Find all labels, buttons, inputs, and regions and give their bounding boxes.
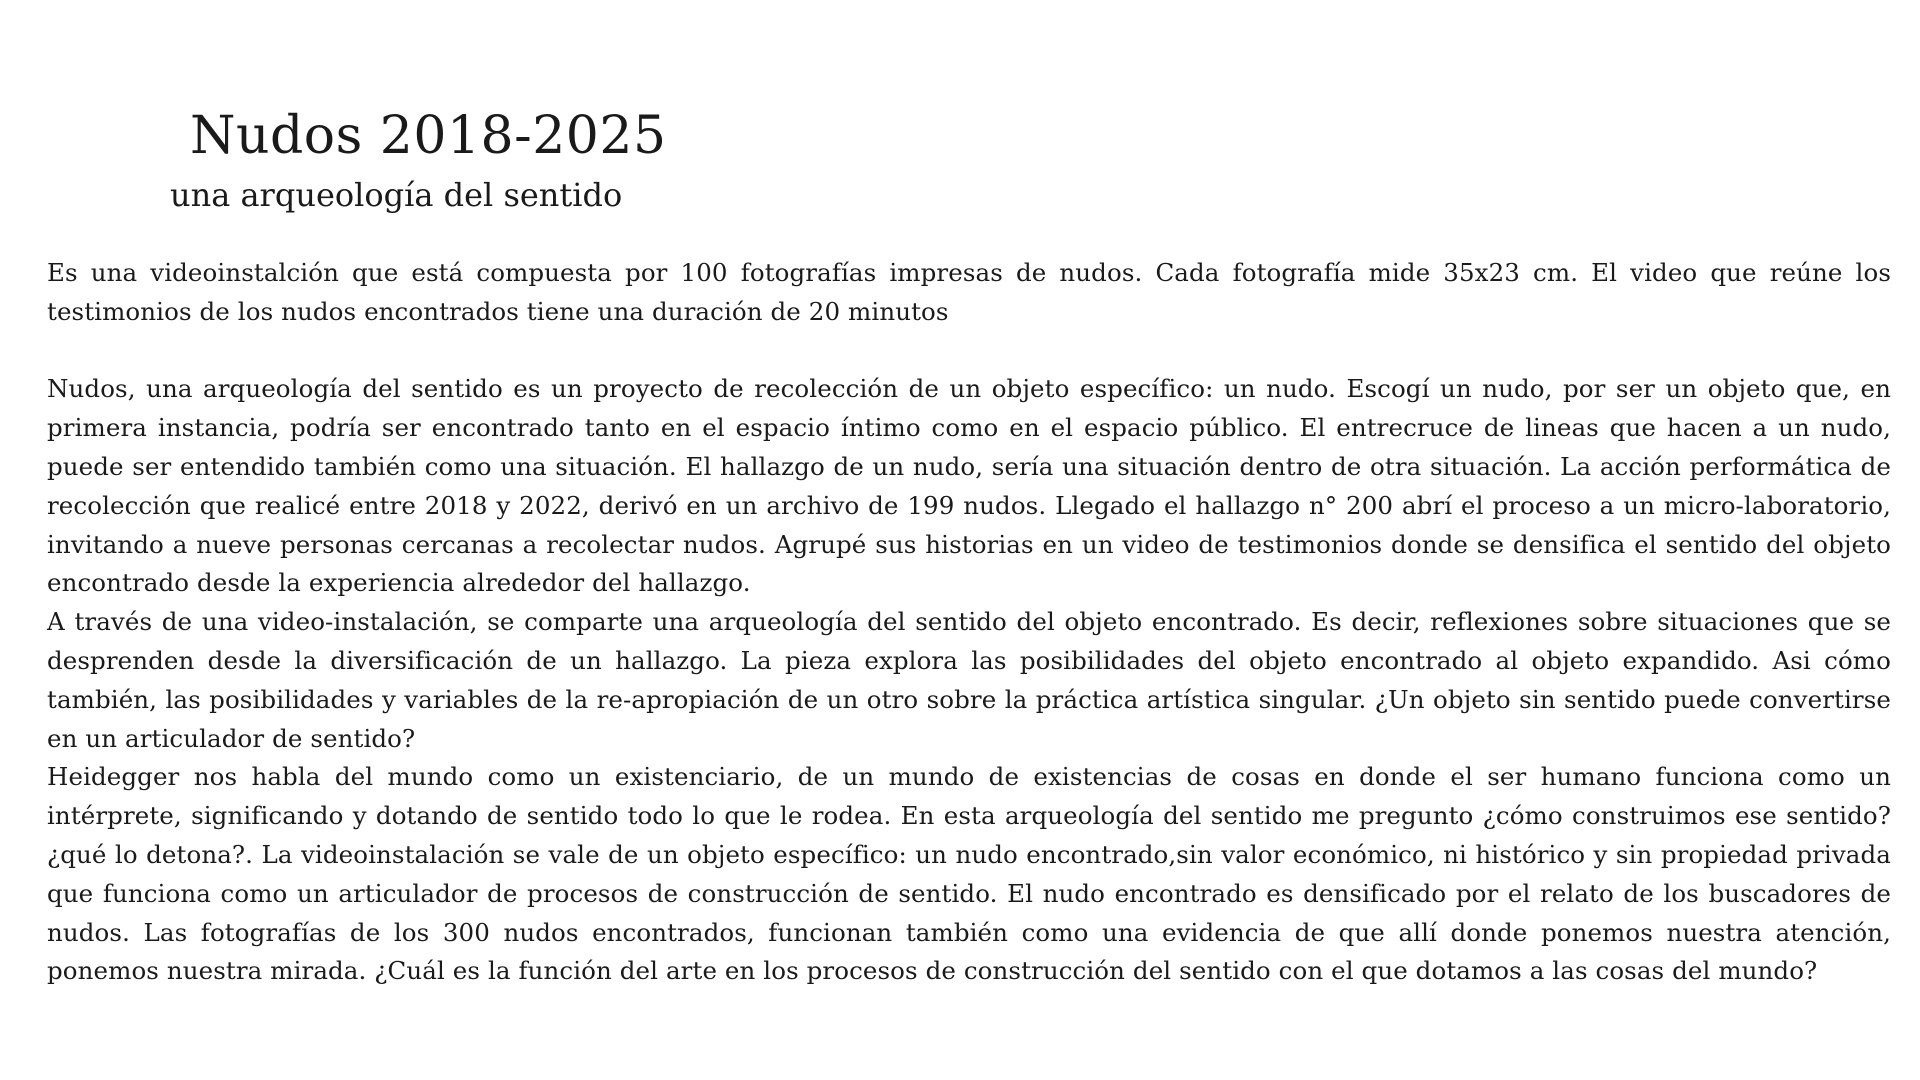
body-paragraph: Nudos, una arqueología del sentido es un proyecto de recolección de un objeto específico: un nudo. Escogí un nudo, por ser un objeto que, en primera instancia, podría ser encontrado tanto en el espacio íntimo como en el espacio público. El entrecruce de lineas que hacen a un nudo, puede ser entendido también como una situación. El hallazgo de un nudo, sería una situación dentro de otra situación. La acción performática de recolección que realicé entre 2018 y 2022, derivó en un archivo de 199 nudos. Llegado el hallazgo n° 200 abrí el proceso a un micro-laboratorio, invitando a nueve personas cercanas a recolectar nudos. Agrupé sus historias en un video de testimonios donde se densifica el sentido del objeto encontrado desde la experiencia alrededor del hallazgo. xyxy=(47,374,1891,598)
document-body xyxy=(47,254,1891,991)
body-paragraph: Heidegger nos habla del mundo como un existenciario, de un mundo de existencias de cosas en donde el ser humano funciona como un intérprete, significando y dotando de sentido todo lo que le rodea. En esta arqueología del sentido me pregunto ¿cómo construimos ese sentido? ¿qué lo detona?. La videoinstalación se vale de un objeto específico: un nudo encontrado,sin valor económico, ni histórico y sin propiedad privada que funciona como un articulador de procesos de construcción de sentido. El nudo encontrado es densificado por el relato de los buscadores de nudos. Las fotografías de los 300 nudos encontrados, funcionan también como una evidencia de que allí donde ponemos nuestra atención, ponemos nuestra mirada. ¿Cuál es la función del arte en los procesos de construcción del sentido con el que dotamos a las cosas del mundo? xyxy=(47,762,1891,986)
intro-paragraph: Es una videoinstalción que está compuesta por 100 fotografías impresas de nudos. Cada fotografía mide 35x23 cm. El video que reúne los testimonios de los nudos encontrados tiene una duración de 20 minutos xyxy=(47,258,1891,326)
body-paragraph: A través de una video-instalación, se comparte una arqueología del sentido del objeto encontrado. Es decir, reflexiones sobre situaciones que se desprenden desde la diversificación de un hallazgo. La pieza explora las posibilidades del objeto encontrado al objeto expandido. Asi cómo también, las posibilidades y variables de la re-apropiación de un otro sobre la práctica artística singular. ¿Un objeto sin sentido puede convertirse en un articulador de sentido? xyxy=(47,607,1891,753)
document-subtitle: una arqueología del sentido xyxy=(170,176,623,214)
document-title: Nudos 2018-2025 xyxy=(190,106,667,166)
